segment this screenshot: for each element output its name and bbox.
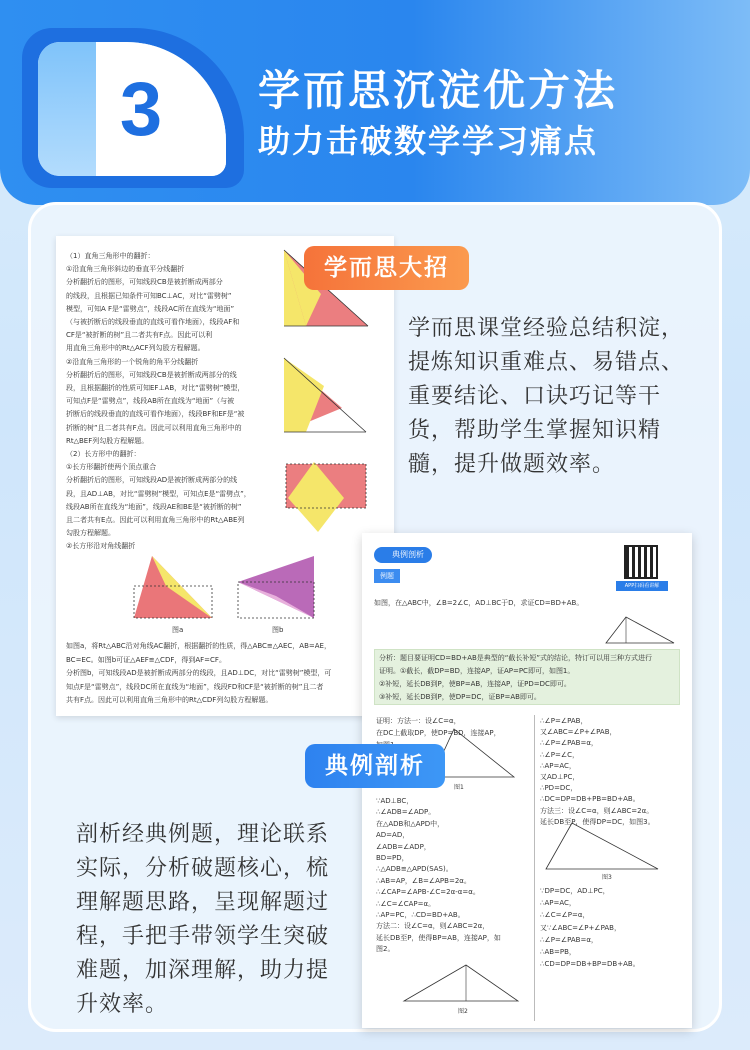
tips-tag: 学而思大招 — [304, 246, 469, 290]
solution-right-line: ∴DC=DP=DB+PB=BD+AB。 — [540, 795, 640, 804]
folding-figures — [56, 236, 394, 716]
book-top-line: 知点F是“雷劈点”，线段DC所在直线为“地面”，线段FD和CF是“被折断的树”且二者 — [66, 682, 324, 691]
column-divider — [534, 715, 535, 1021]
book-top-line: 分析翻折后的图形，可知线段CB是被折断成两部分 — [66, 278, 223, 287]
examples-tag: 典例剖析 — [305, 744, 445, 788]
solution-right-line: ∵DP=DC，AD⊥PC， — [540, 887, 610, 895]
book-top-line: 段，且根据翻折的性质可知EF⊥AB，对比“雷劈树”模型， — [66, 384, 245, 392]
solution-left-line: 图2。 — [376, 945, 395, 954]
book-top-line: 折断的树”且二者共有F点。因此可以利用直角三角形中的 — [66, 423, 242, 432]
book-top-line: Rt△BEF列勾股方程解题。 — [66, 436, 149, 445]
book-page-folding — [56, 236, 394, 716]
solution-left-line: 方法二：设∠C=α，则∠ABC=2α， — [376, 922, 490, 931]
solution-right-line: 延长DB至P，使得DP=DC，如图3。 — [540, 817, 655, 826]
qr-label: APP扫码看讲解 — [616, 581, 668, 591]
analysis-line: ③补短，延长DB到P，使DP=DC，证BP=AB即可。 — [379, 693, 541, 701]
book-top-line: BC=EC。如图b可证△AEF≌△CDF，得到AF=CF。 — [66, 655, 226, 664]
fig3-label: 图3 — [602, 874, 612, 881]
solution-right-line: ∴AP=AC， — [540, 899, 576, 908]
solution-right-line: ∴∠P=∠PAB=α， — [540, 935, 598, 944]
book-top-line: 段，且AD⊥AB，对比“雷劈树”模型，可知点E是“雷劈点”， — [66, 489, 251, 498]
examples-description: 剖析经典例题，理论联系实际，分析破题核心，梳理解题思路，呈现解题过程，手把手带领学生突破难题，加深理解，助力提升效率。 — [76, 822, 330, 1017]
solution-right-line: ∴∠P=∠C， — [540, 750, 579, 759]
analysis-line: ②补短，延长DB到P，使BP=AB，连接AP，证PD=DC即可。 — [379, 680, 571, 688]
solution-right-line: ∴∠P=∠PAB=α， — [540, 739, 598, 748]
book-top-line: 线段AB所在直线为“地面”，线段AE和BE是“被折断的树” — [66, 502, 242, 511]
book-top-line: 共有F点。因此可以利用直角三角形中的Rt△CDF列勾股方程解题。 — [66, 696, 273, 704]
fig1-label: 图1 — [454, 784, 464, 791]
figure2-yellow-shape — [284, 358, 324, 432]
example-bar-title: 典例剖析 — [374, 547, 432, 563]
fig2-label: 图2 — [458, 1008, 468, 1015]
book-top-line: ①沿直角三角形斜边的垂直平分线翻折 — [66, 265, 185, 274]
figure-b-label: 图b — [272, 626, 284, 634]
solution-left-line: 证明：方法一：设∠C=α， — [376, 717, 461, 725]
solution-left-line: ∠ADB=∠ADP， — [376, 842, 431, 851]
book-top-line: ②长方形沿对角线翻折 — [66, 542, 136, 551]
page-title: 学而思沉淀优方法 — [258, 66, 619, 115]
solution-left-line: ∴∠CAP=∠APB-∠C=2α-α=α。 — [376, 888, 480, 897]
solution-left-line: ∴AP=PC，∴CD=BD+AB。 — [376, 911, 465, 919]
solution-left-line: ∴AB=AP，∠B=∠APB=2α。 — [376, 876, 471, 885]
solution-right-line: 又∠ABC=∠P+∠PAB， — [540, 728, 617, 737]
analysis-line: 证明。①截长，截DP=BD，连接AP，证AP=PC即可，如图1。 — [379, 667, 575, 675]
book-top-line: 分析翻折后的图形，可知线段AD是被折断成两部分的线 — [66, 476, 238, 485]
analysis-line: 分析：题目要证明CD=BD+AB是典型的“截长补短”式的结论，特订可以用三种方式进行 — [379, 654, 653, 662]
solution-right-line: ∴PD=DC， — [540, 784, 578, 793]
book-top-line: 分析图b，可知线段AD是被折断成两部分的线段，且AD⊥DC，对比“雷劈树”模型，可 — [66, 669, 332, 677]
solution-left-line: BD=PD， — [376, 854, 409, 862]
book-top-line: ②沿直角三角形的一个锐角的角平分线翻折 — [66, 357, 199, 366]
book-top-line: 的线段，且根据已知条件可知BC⊥AC，对比“雷劈树” — [66, 291, 232, 300]
book-top-line: 用直角三角形中的Rt△ACF列勾股方程解题。 — [66, 344, 205, 353]
book-top-line: 分析翻折后的图形，可知线段CB是被折断成两部分的线 — [66, 370, 237, 379]
book-top-line: 折断后的线段垂直的直线可看作地面），线段BF和EF是“被 — [66, 410, 245, 419]
book-top-line: 勾股方程解题。 — [66, 529, 115, 538]
solution-right-line: ∴AP=AC， — [540, 761, 576, 770]
page-subtitle: 助力击破数学学习痛点 — [258, 122, 599, 160]
solution-left-line: 在△ADB和△APD中， — [376, 819, 445, 828]
solution-left-line: ∴∠C=∠CAP=α。 — [376, 899, 436, 908]
book-top-line: 可知点F是“雷劈点”，线段AB所在直线为“地面”（与被 — [66, 397, 235, 406]
solution-right-line: ∴CD=DP=DB+BP=DB+AB。 — [540, 960, 640, 969]
book-top-line: 模型，可知A F是“雷劈点”，线段AC所在直线为“地面” — [66, 304, 235, 313]
example-problem: 如图，在△ABC中，∠B=2∠C，AD⊥BC于D，求证CD=BD+AB。 — [374, 599, 584, 607]
book-top-line: CF是“被折断的树”且二者共有F点。因此可以利 — [66, 331, 213, 340]
badge-number: 3 — [119, 67, 163, 152]
figure-a-label: 图a — [172, 626, 184, 634]
example-tag: 例题 — [374, 569, 400, 583]
book-top-line: 如图a，将Rt△ABC沿对角线AC翻折，根据翻折的性质，得△ABC≌△AEC，AB=AE， — [66, 642, 331, 650]
book-top-line: 且二者共有E点。因此可以利用直角三角形中的Rt△ABE列 — [66, 516, 245, 524]
solution-left-line: ∵AD⊥BC， — [376, 797, 414, 805]
book-top-line: （与被折断后的线段垂直的直线可看作地面），线段AF和 — [66, 318, 240, 326]
solution-left-line: ∴∠ADB=∠ADP。 — [376, 808, 436, 817]
solution-left-line: 延长DB至P，使得BP=AB，连接AP，如 — [376, 933, 501, 942]
solution-left-line: AD=AD， — [376, 831, 410, 840]
solution-right-line: 又AD⊥PC， — [540, 773, 580, 781]
analysis-box — [374, 649, 680, 705]
solution-right-line: ∴AB=PB， — [540, 948, 576, 956]
book-top-line: （2）长方形中的翻折： — [66, 450, 141, 458]
solution-right-line: 方法三：设∠C=α，则∠ABC=2α。 — [540, 806, 654, 815]
book-top-line: ①长方形翻折使两个顶点重合 — [66, 463, 157, 472]
book-top-line: （1）直角三角形中的翻折： — [66, 252, 155, 260]
solution-right-line: 又∵∠ABC=∠P+∠PAB， — [540, 923, 621, 932]
solution-right-line: ∴∠C=∠P=α， — [540, 911, 590, 920]
solution-left-line: 在DC上截取DP，使DP=BD，连接AP， — [376, 729, 501, 737]
solution-left-line: ∴△ADB≌△APD(SAS)。 — [376, 865, 453, 874]
solution-right-line: ∴∠P=∠PAB， — [540, 717, 588, 725]
tips-description: 学而思课堂经验总结积淀，提炼知识重难点、易错点、重要结论、口诀巧记等干货，帮助学生掌握知识精髓，提升做题效率。 — [408, 316, 685, 477]
